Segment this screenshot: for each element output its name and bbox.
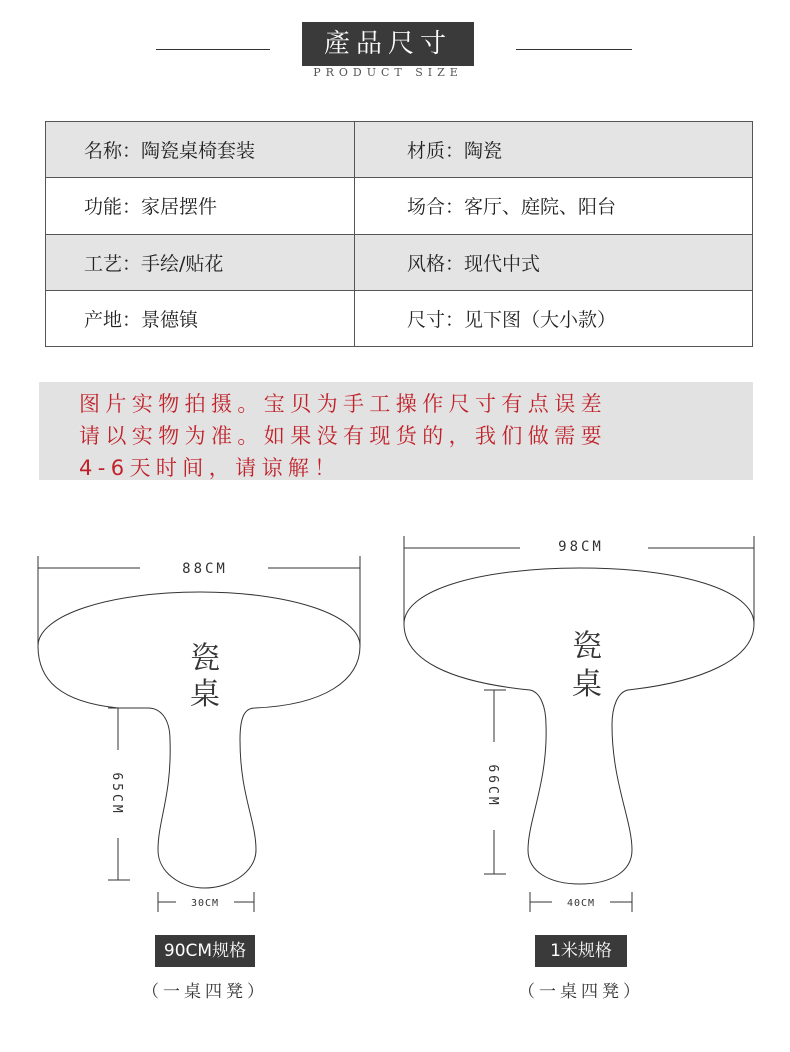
table-row [46, 122, 753, 178]
header-line-right [516, 49, 632, 50]
size-diagrams [0, 520, 790, 920]
notice-line: 请以实物为准。如果没有现货的，我们做需要 [79, 424, 607, 448]
spec-cell: 工艺：手绘/贴花 [46, 234, 355, 290]
small-size-caption: （一桌四凳） [142, 982, 268, 1002]
header-line-left [156, 49, 270, 50]
small-table-char-2: 桌 [190, 677, 220, 712]
spec-cell: 风格：现代中式 [355, 234, 753, 290]
table-row [46, 234, 753, 290]
large-table-char-2: 桌 [572, 667, 602, 702]
small-table-diagram [38, 556, 360, 912]
spec-cell: 材质：陶瓷 [355, 122, 753, 178]
large-top-width-label: 98CM [558, 539, 604, 555]
large-table-outline [404, 568, 754, 884]
notice-line: 4-6天时间，请谅解！ [79, 456, 341, 480]
large-height-label: 66CM [485, 764, 500, 808]
large-base-width-label: 40CM [566, 898, 596, 909]
table-row [46, 178, 753, 234]
notice-box [39, 382, 753, 480]
small-table-outline [38, 592, 360, 888]
spec-cell: 功能：家居摆件 [46, 178, 355, 234]
page-subtitle: PRODUCT SIZE [313, 66, 463, 79]
small-base-width-label: 30CM [190, 898, 220, 909]
large-size-caption: （一桌四凳） [518, 982, 644, 1002]
notice-line: 图片实物拍摄。宝贝为手工操作尺寸有点误差 [79, 392, 607, 416]
large-table-diagram [404, 536, 754, 912]
spec-table [45, 121, 753, 347]
spec-cell: 名称：陶瓷桌椅套装 [46, 122, 355, 178]
spec-cell: 场合：客厅、庭院、阳台 [355, 178, 753, 234]
large-size-badge: 1米规格 [535, 935, 627, 967]
page-title: 產品尺寸 [302, 22, 474, 66]
table-row [46, 290, 753, 346]
large-table-char-1: 瓷 [572, 629, 602, 664]
small-top-width-label: 88CM [182, 561, 228, 577]
small-size-badge: 90CM规格 [155, 935, 255, 967]
small-table-char-1: 瓷 [190, 641, 220, 676]
small-height-label: 65CM [109, 772, 124, 816]
spec-cell: 尺寸：见下图（大小款） [355, 290, 753, 346]
spec-cell: 产地：景德镇 [46, 290, 355, 346]
